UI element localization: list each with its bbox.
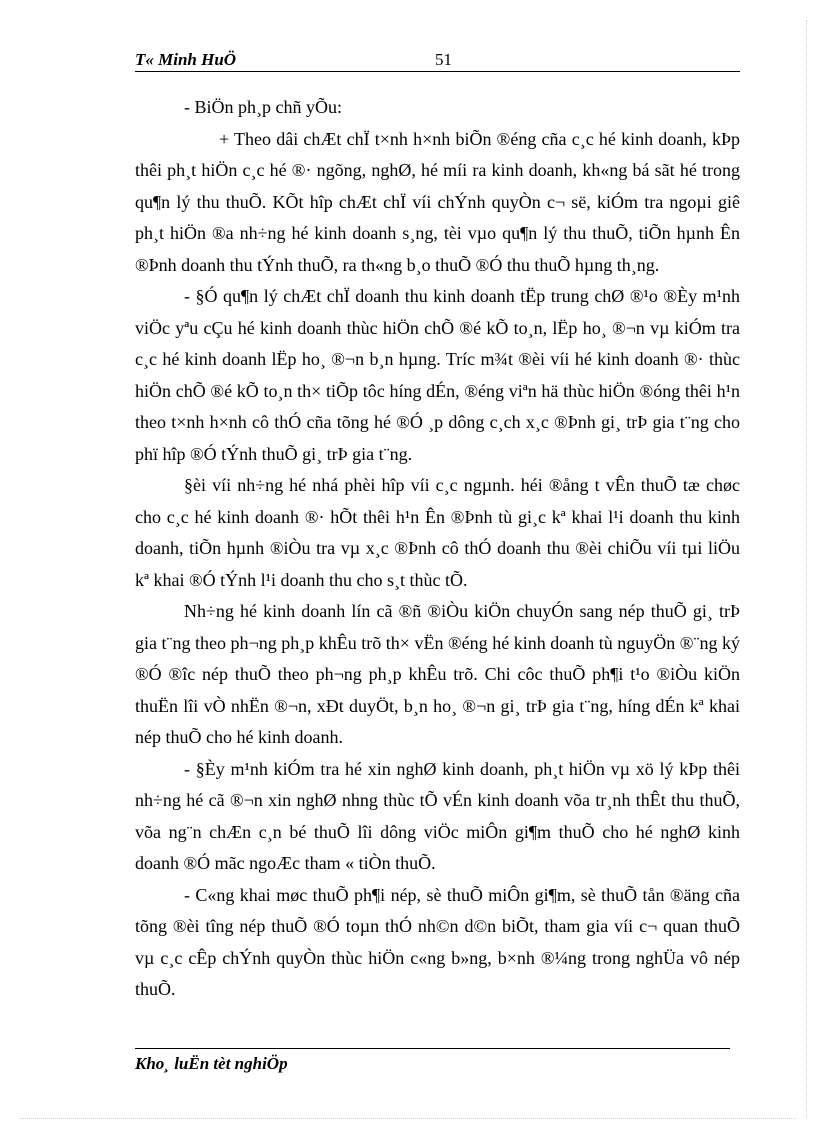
paragraph-small-households: §èi víi nh÷ng hé nhá phèi hîp víi c¸c ngµnh. héi ®ång t vÊn thuÕ tæ chøc cho c¸c hé kinh doanh ®· hÕt thêi h¹n Ên ®Þnh tù gi¸c kª khai l¹i doanh thu kinh doanh, tiÕn hµnh ®iÒu tra vµ x¸c ®Þnh cô thÓ doanh thu ®èi chiÕu víi tµi liÖu kª khai ®Ó tÝnh l¹i doanh thu cho s¸t thùc tÕ. xyxy=(135,475,740,590)
header-author: T« Minh HuÖ xyxy=(135,50,237,69)
page-border-bottom xyxy=(20,1118,796,1119)
paragraph-measures-heading: - BiÖn ph¸p chñ yÕu: xyxy=(184,97,342,117)
page-border-right xyxy=(806,20,807,1118)
paragraph-public-disclosure: - C«ng khai møc thuÕ ph¶i nép, sè thuÕ miÔn gi¶m, sè thuÕ tån ®äng cña tõng ®èi tîng nép thuÕ ®Ó toµn thÓ nh©n d©n biÕt, tham gia víi c¬ quan thuÕ vµ c¸c cÊp chÝnh quyÒn thùc hiÖn c«ng b»ng, b×nh ®¼ng trong nghÜa vô nép thuÕ. xyxy=(135,884,740,999)
page-footer: Kho¸ luËn tèt nghiÖp xyxy=(135,1054,288,1073)
header-rule xyxy=(135,71,740,72)
footer-rule xyxy=(135,1048,730,1049)
paragraph-accounting-regime: - §Ó qu¶n lý chÆt chÏ doanh thu kinh doanh tËp trung chØ ®¹o ®Èy m¹nh viÖc yªu cÇu hé kinh doanh thùc hiÖn chÕ ®é kÕ to¸n, lËp ho¸ ®¬n vµ kiÓm tra c¸c hé kinh doanh lËp ho¸ ®¬n b¸n hµng. Tríc m¾t ®èi víi hé kinh doanh ®· thùc hiÖn chÕ ®é kÕ to¸n th× tiÕp tôc híng dÉn, ®éng viªn hä thùc hiÖn ®óng thêi h¹n theo t×nh h×nh cô thÓ cña tõng hé ®Ó ¸p dông c¸ch x¸c ®Þnh gi¸ trÞ gia t¨ng cho phï hîp ®Ó tÝnh thuÕ gi¸ trÞ gia t¨ng. xyxy=(135,286,740,464)
page-header xyxy=(135,48,740,72)
paragraph-inspect-suspended: - §Èy m¹nh kiÓm tra hé xin nghØ kinh doanh, ph¸t hiÖn vµ xö lý kÞp thêi nh÷ng hé cã ®¬n xin nghØ nhng thùc tÕ vÉn kinh doanh võa tr¸nh thÊt thu thuÕ, võa ng¨n chÆn c¸n bé thuÕ lîi dông viÖc miÔn gi¶m thuÕ cho hé nghØ kinh doanh ®Ó mãc ngoÆc tham « tiÒn thuÕ. xyxy=(135,758,740,873)
document-body xyxy=(135,92,740,1006)
paragraph-monitor-households: + Theo dâi chÆt chÏ t×nh h×nh biÕn ®éng cña c¸c hé kinh doanh, kÞp thêi ph¸t hiÖn c¸c hé ®· ngõng, nghØ, hé míi ra kinh doanh, kh«ng bá sãt hé trong qu¶n lý thu thuÕ. KÕt hîp chÆt chÏ víi chÝnh quyÒn c¬ së, kiÓm tra ngoµi giê ph¸t hiÖn ®a nh÷ng hé kinh doanh s¸ng, tèi vµo qu¶n lý thu thuÕ, tiÕn hµnh Ên ®Þnh doanh thu tÝnh thuÕ, ra th«ng b¸o thuÕ ®Ó thu thuÕ hµng th¸ng. xyxy=(135,128,740,275)
page-number: 51 xyxy=(435,50,452,69)
paragraph-large-households: Nh÷ng hé kinh doanh lín cã ®ñ ®iÒu kiÖn chuyÓn sang nép thuÕ gi¸ trÞ gia t¨ng theo ph¬ng ph¸p khÊu trõ th× vËn ®éng hé kinh doanh tù nguyÖn ®¨ng ký ®Ó ®îc nép thuÕ theo ph¬ng ph¸p khÊu trõ. Chi côc thuÕ ph¶i t¹o ®iÒu kiÖn thuËn lîi vÒ nhËn ®¬n, xÐt duyÖt, b¸n ho¸ ®¬n gi¸ trÞ gia t¨ng, híng dÉn kª khai nép thuÕ cho hé kinh doanh. xyxy=(135,601,740,747)
